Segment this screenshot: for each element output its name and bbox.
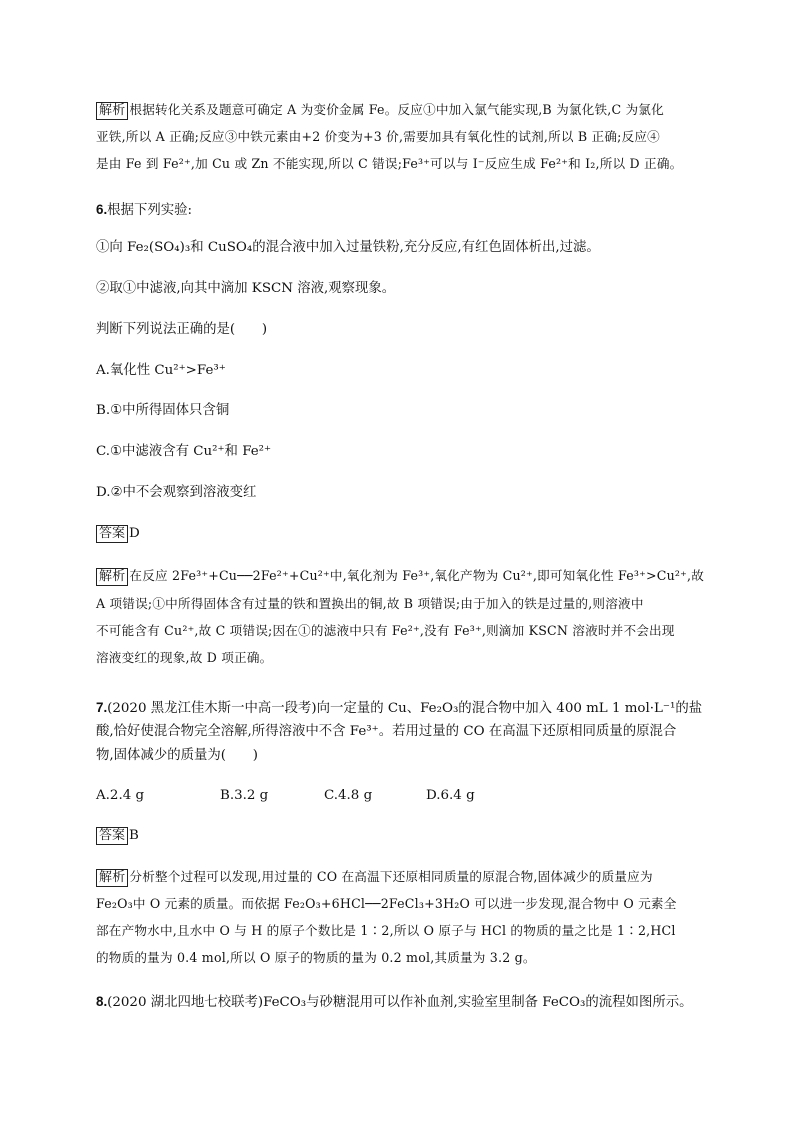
q5-analysis-line-3: 是由 Fe 到 Fe²⁺,加 Cu 或 Zn 不能实现,所以 C 错误;Fe³⁺可以与 I⁻反应生成 Fe²⁺和 I₂,所以 D 正确。: [96, 156, 683, 171]
q7-stem-line-1: 7.(2020 黑龙江佳木斯一中高一段考)向一定量的 Cu、Fe₂O₃的混合物中加入 400 mL 1 mol·L⁻¹的盐: [96, 700, 703, 716]
q7-stem-line-3: 物,固体减少的质量为( ): [96, 748, 259, 763]
q8-stem: 8.(2020 湖北四地七校联考)FeCO₃与砂糖混用可以作补血剂,实验室里制备 FeCO₃的流程如图所示。: [96, 994, 693, 1010]
question-number: 7.: [96, 700, 108, 715]
analysis-tag: 解析: [96, 568, 128, 586]
analysis-tag: 解析: [96, 869, 128, 887]
analysis-tag: 解析: [96, 102, 128, 120]
q6-analysis-line-2: A 项错误;①中所得固体含有过量的铁和置换出的铜,故 B 项错误;由于加入的铁是过量的,则溶液中: [96, 596, 644, 611]
q6-analysis-line-1: 解析 在反应 2Fe³⁺+Cu──2Fe²⁺+Cu²⁺中,氧化剂为 Fe³⁺,氧化产物为 Cu²⁺,即可知氧化性 Fe³⁺>Cu²⁺,故: [96, 566, 704, 586]
q7-option-c: C.4.8 g: [324, 788, 373, 803]
q6-analysis-line-4: 溶液变红的现象,故 D 项正确。: [96, 650, 273, 665]
answer-tag: 答案: [96, 525, 128, 543]
q6-option-b: B.①中所得固体只含铜: [96, 403, 230, 418]
q7-analysis-line-3: 部在产物水中,且水中 O 与 H 的原子个数比是 1∶2,所以 O 原子与 HCl 的物质的量之比是 1∶2,HCl: [96, 923, 676, 938]
q6-option-a: A.氧化性 Cu²⁺>Fe³⁺: [96, 363, 226, 378]
q6-question: 判断下列说法正确的是( ): [96, 322, 268, 337]
q6-answer: 答案 D: [96, 524, 140, 544]
q7-analysis-line-2: Fe₂O₃中 O 元素的质量。而依据 Fe₂O₃+6HCl──2FeCl₃+3H₂O 可以进一步发现,混合物中 O 元素全: [96, 896, 677, 911]
q5-analysis-line-1: 解析 根据转化关系及题意可确定 A 为变价金属 Fe。反应①中加入氯气能实现,B 为氯化铁,C 为氯化: [96, 100, 664, 120]
answer-tag: 答案: [96, 827, 128, 845]
q7-analysis-line-1: 解析 分析整个过程可以发现,用过量的 CO 在高温下还原相同质量的原混合物,固体减少的质量应为: [96, 867, 653, 887]
q7-answer: 答案 B: [96, 826, 139, 846]
q5-analysis-line-2: 亚铁,所以 A 正确;反应③中铁元素由+2 价变为+3 价,需要加具有氧化性的试剂,所以 B 正确;反应④: [96, 129, 660, 144]
q6-experiment-1: ①向 Fe₂(SO₄)₃和 CuSO₄的混合液中加入过量铁粉,充分反应,有红色固体析出,过滤。: [96, 240, 600, 255]
q7-stem-line-2: 酸,恰好使混合物完全溶解,所得溶液中不含 Fe³⁺。若用过量的 CO 在高温下还原相同质量的原混合: [96, 724, 677, 739]
q6-analysis-line-3: 不可能含有 Cu²⁺,故 C 项错误;因在①的滤液中只有 Fe²⁺,没有 Fe³⁺,则滴加 KSCN 溶液时并不会出现: [96, 623, 675, 638]
q6-option-d: D.②中不会观察到溶液变红: [96, 485, 257, 500]
q7-option-b: B.3.2 g: [220, 788, 269, 803]
q6-stem: 6.根据下列实验:: [96, 202, 193, 218]
question-number: 6.: [96, 202, 108, 217]
q7-option-d: D.6.4 g: [426, 788, 475, 803]
q6-experiment-2: ②取①中滤液,向其中滴加 KSCN 溶液,观察现象。: [96, 281, 396, 296]
q7-option-a: A.2.4 g: [96, 788, 145, 803]
question-number: 8.: [96, 994, 108, 1009]
q7-analysis-line-4: 的物质的量为 0.4 mol,所以 O 原子的物质的量为 0.2 mol,其质量为 3.2 g。: [96, 950, 536, 965]
q6-option-c: C.①中滤液含有 Cu²⁺和 Fe²⁺: [96, 444, 272, 459]
